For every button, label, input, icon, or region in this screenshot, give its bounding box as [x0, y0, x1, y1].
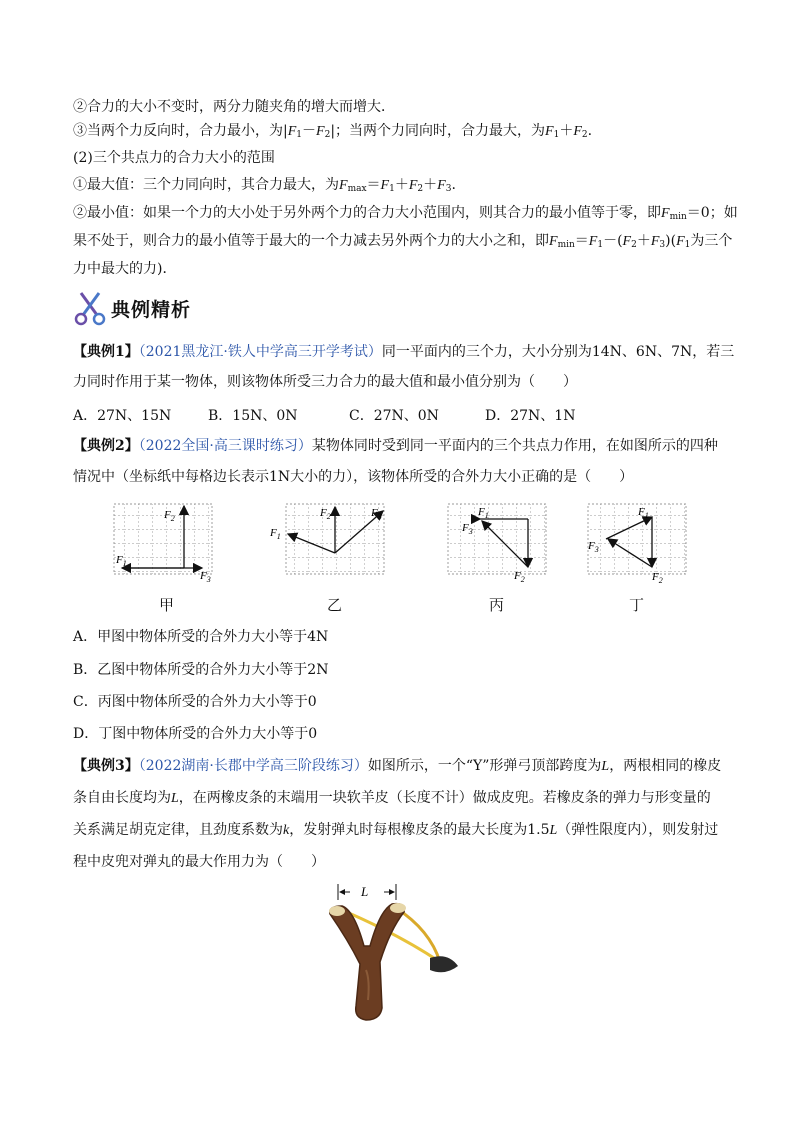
figure-jia: [110, 501, 226, 585]
example-3-line-1: 【典例3】（2022湖南·长郡中学高三阶段练习）如图所示，一个“Y”形弹弓顶部跨度为L，两根相同的橡皮: [73, 758, 722, 774]
option-b[interactable]: B．15N、0N: [208, 408, 298, 424]
svg-text:F1: $F_1$: [478, 506, 489, 520]
svg-text:F1: $F_1$: [116, 554, 127, 568]
option-d[interactable]: D．27N、1N: [485, 408, 576, 424]
svg-text:F1: $F_1$: [638, 506, 649, 520]
example-3-line-2: 条自由长度均为L，在两橡皮条的末端用一块软羊皮（长度不计）做成皮兜。若橡皮条的弹力与形变量的: [73, 790, 711, 806]
svg-text:F2: $F_2$: [164, 509, 175, 523]
svg-text:F3: $F_3$: [462, 522, 473, 536]
example-2-line-2: 情况中（坐标纸中每格边长表示1N大小的力），该物体所受的合外力大小正确的是（ ）: [73, 469, 634, 485]
span-label: L: [361, 884, 369, 899]
figure-yi: [266, 501, 396, 585]
slingshot-illustration: [320, 880, 470, 1025]
svg-text:F3: $F_3$: [200, 570, 211, 584]
figure-label-ding: 丁: [629, 596, 645, 614]
intro-line-2: ③当两个力反向时，合力最小，为$|F_1-F_2|$；当两个力同向时，合力最大，为$F_1+F_2$.: [73, 123, 593, 140]
section-header: [73, 288, 191, 328]
option-a[interactable]: A．甲图中物体所受的合外力大小等于4N: [73, 629, 329, 645]
svg-text:F1: $F_1$: [270, 527, 281, 541]
figure-bing: [446, 501, 556, 585]
figure-ding: [586, 501, 696, 585]
figure-label-bing: 丙: [489, 596, 505, 614]
svg-text:F2: $F_2$: [514, 570, 525, 584]
scissors-icon: [73, 290, 107, 326]
figure-label-yi: 乙: [327, 596, 343, 614]
svg-text:F3: $F_3$: [371, 507, 382, 521]
example-3-line-3: 关系满足胡克定律，且劲度系数为k，发射弹丸时每根橡皮条的最大长度为1.5L（弹性限度内），则发射过: [73, 822, 719, 838]
option-c[interactable]: C．27N、0N: [349, 408, 439, 424]
intro-line-1: ②合力的大小不变时，两分力随夹角的增大而增大．: [73, 99, 395, 115]
figure-label-jia: 甲: [159, 596, 175, 614]
example-1-line-2: 力同时作用于某一物体，则该物体所受三力合力的最大值和最小值分别为（ ）: [73, 374, 577, 390]
intro-line-4: ①最大值：三个力同向时，其合力最大，为$F_{max}=F_1+F_2+F_3$.: [73, 177, 456, 194]
example-1-line-1: 【典例1】（2021黑龙江·铁人中学高三开学考试）同一平面内的三个力，大小分别为14N、6N、7N，若三: [73, 344, 735, 360]
example-3-line-4: 程中皮兜对弹丸的最大作用力为（ ）: [73, 854, 325, 870]
svg-text:F2: $F_2$: [320, 507, 331, 521]
example-2-line-1: 【典例2】（2022全国·高三课时练习）某物体同时受到同一平面内的三个共点力作用，在如图所示的四种: [73, 438, 718, 454]
intro-line-5: ②最小值：如果一个力的大小处于另外两个力的合力大小范围内，则其合力的最小值等于零，即$F_{min}=0$；如: [73, 205, 738, 222]
option-a[interactable]: A．27N、15N: [73, 408, 172, 424]
svg-text:F3: $F_3$: [588, 540, 599, 554]
intro-line-6: 果不处于，则合力的最小值等于最大的一个力减去另外两个力的大小之和，即$F_{min}=F_1-(F_2+F_3)(F_1$为三个: [73, 233, 733, 250]
intro-line-3: (2)三个共点力的合力大小的范围: [73, 150, 275, 166]
svg-text:F2: $F_2$: [652, 571, 663, 585]
intro-line-7: 力中最大的力)．: [73, 261, 177, 277]
option-c[interactable]: C．丙图中物体所受的合外力大小等于0: [73, 694, 317, 710]
option-d[interactable]: D．丁图中物体所受的合外力大小等于0: [73, 726, 318, 742]
option-b[interactable]: B．乙图中物体所受的合外力大小等于2N: [73, 662, 329, 678]
section-title: 典例精析: [111, 298, 192, 321]
